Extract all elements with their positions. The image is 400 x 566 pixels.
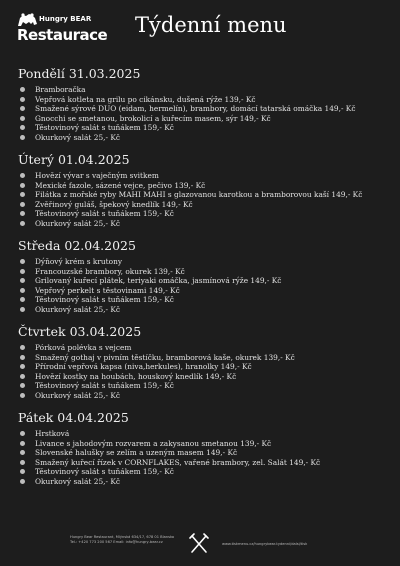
bullet-icon (20, 374, 25, 379)
menu-item (18, 257, 388, 267)
menu-item-text: Dýňový krém s krutony (35, 257, 123, 266)
menu-item (18, 429, 388, 439)
menu-item-text: Mexické fazole, sázené vejce, pečivo 139,- Kč (35, 180, 206, 190)
bullet-icon (20, 106, 25, 111)
bullet-icon (20, 192, 25, 197)
menu-item-text: Okurkový salát 25,- Kč (35, 132, 121, 142)
menu-item (18, 267, 388, 277)
menu-item (18, 200, 388, 210)
bullet-icon (20, 460, 25, 465)
day-title: Středa 02.04.2025 (18, 238, 136, 253)
menu-item-text: Filátka z mořské ryby MAHI MAHI s glazovanou karotkou a bramborovou kaší 149,- Kč (35, 190, 363, 199)
menu-item (18, 181, 388, 191)
footer-link[interactable]: www.tiskmenu.cz/hungrybear-tydenni/dalsi/tisk (222, 542, 308, 546)
menu-item (18, 458, 388, 468)
menu-item (18, 219, 388, 229)
menu-item (18, 372, 388, 382)
menu-item-text: Bramboračka (35, 85, 86, 94)
menu-list (18, 257, 388, 314)
menu-item-text: Těstovinový salát s tuňákem 159,- Kč (35, 123, 174, 132)
menu-item (18, 391, 388, 401)
menu-item (18, 295, 388, 305)
page-title: Týdenní menu (135, 13, 287, 37)
bullet-icon (20, 269, 25, 274)
day-section-wednesday (18, 238, 388, 314)
bullet-icon (20, 259, 25, 264)
menu-item (18, 209, 388, 219)
menu-item-text: Pórková polévka s vejcem (35, 343, 132, 352)
day-section-thursday (18, 324, 388, 400)
menu-item (18, 286, 388, 296)
menu-item (18, 353, 388, 363)
menu-item (18, 123, 388, 133)
menu-item-text: Okurkový salát 25,- Kč (35, 390, 121, 400)
menu-item (18, 190, 388, 200)
menu-item (18, 477, 388, 487)
cutlery-icon (187, 532, 211, 556)
bullet-icon (20, 450, 25, 455)
bullet-icon (20, 364, 25, 369)
menu-item (18, 104, 388, 114)
menu-item-text: Gnocchi se smetanou, brokolicí a kuřecím masem, sýr 149,- Kč (35, 113, 271, 123)
menu-item (18, 133, 388, 143)
bullet-icon (20, 469, 25, 474)
menu-item-text: Smažený kuřecí řízek v CORNFLAKES, vařené brambory, zel. Salát 149,- Kč (35, 457, 321, 467)
menu-item-text: Smažené sýrové DUO (eidam, hermelín), brambory, domácí tatarská omáčka 149,- Kč (35, 104, 356, 113)
footer-phone-email: Tel.: +420 773 200 567 Email: info@hungry-bear.cz (70, 540, 163, 544)
bullet-icon (20, 135, 25, 140)
bullet-icon (20, 202, 25, 207)
bullet-icon (20, 125, 25, 130)
menu-item-text: Hrstková (35, 429, 70, 438)
menu-item-text: Přírodní vepřová kapsa (niva,herkules), hranolky 149,- Kč (35, 362, 252, 371)
menu-item-text: Okurkový salát 25,- Kč (35, 476, 121, 486)
bullet-icon (20, 278, 25, 283)
bullet-icon (20, 355, 25, 360)
menu-item (18, 467, 388, 477)
day-section-monday (18, 66, 388, 142)
footer-contact (70, 535, 174, 545)
bullet-icon (20, 288, 25, 293)
menu-item-text: Hovězí kostky na houbách, houskový knedlík 149,- Kč (35, 371, 237, 381)
day-section-friday (18, 410, 388, 486)
menu-item-text: Smažený gothaj v pivním těstíčku, bramborová kaše, okurek 139,- Kč (35, 352, 295, 362)
menu-item (18, 381, 388, 391)
menu-item-text: Vepřová kotleta na grilu po cikánsku, dušená rýže 139,- Kč (35, 94, 256, 104)
bullet-icon (20, 383, 25, 388)
weekly-menu (18, 66, 388, 496)
menu-list (18, 171, 388, 228)
bullet-icon (20, 307, 25, 312)
bullet-icon (20, 479, 25, 484)
menu-item-text: Okurkový salát 25,- Kč (35, 218, 121, 228)
restaurant-logo (16, 12, 108, 50)
bullet-icon (20, 221, 25, 226)
menu-item-text: Těstovinový salát s tuňákem 159,- Kč (35, 381, 174, 390)
day-title: Pátek 04.04.2025 (18, 410, 129, 425)
menu-item (18, 362, 388, 372)
bullet-icon (20, 393, 25, 398)
menu-list (18, 429, 388, 486)
menu-item-text: Hovězí vývar s vaječným svitkem (35, 171, 159, 180)
menu-item-text: Okurkový salát 25,- Kč (35, 304, 121, 314)
menu-item-text: Těstovinový salát s tuňákem 159,- Kč (35, 295, 174, 304)
footer-address: Hungry Bear Restaurant, Mlýnská 634/17, 678 01 Blansko (70, 535, 175, 539)
menu-list (18, 343, 388, 400)
menu-item (18, 439, 388, 449)
day-title: Čtvrtek 03.04.2025 (18, 324, 142, 339)
menu-item-text: Vepřový perkelt s těstovinami 149,- Kč (35, 285, 180, 295)
bullet-icon (20, 116, 25, 121)
menu-item (18, 171, 388, 181)
bullet-icon (20, 441, 25, 446)
bullet-icon (20, 297, 25, 302)
menu-item (18, 85, 388, 95)
day-title: Pondělí 31.03.2025 (18, 66, 141, 81)
brand-top-text: Hungry BEAR (39, 15, 92, 23)
menu-item-text: Grilovaný kuřecí plátek, teriyaki omáčka, jasmínová rýže 149,- Kč (35, 276, 282, 285)
day-title: Úterý 01.04.2025 (18, 152, 130, 167)
footer (0, 532, 400, 566)
menu-item-text: Těstovinový salát s tuňákem 159,- Kč (35, 209, 174, 218)
menu-item-text: Francouzské brambory, okurek 139,- Kč (35, 266, 185, 276)
menu-item (18, 114, 388, 124)
menu-list (18, 85, 388, 142)
bullet-icon (20, 211, 25, 216)
menu-item (18, 276, 388, 286)
header (0, 0, 400, 60)
bullet-icon (20, 183, 25, 188)
menu-item-text: Zvěřinový guláš, špekový knedlík 149,- Kč (35, 199, 193, 209)
menu-item (18, 448, 388, 458)
brand-name: Restaurace (17, 26, 108, 44)
menu-item-text: Těstovinový salát s tuňákem 159,- Kč (35, 467, 174, 476)
menu-item-text: Slovenské halušky se zelím a uzeným masem 149,- Kč (35, 448, 238, 457)
menu-item-text: Livance s jahodovým rozvarem a zakysanou smetanou 139,- Kč (35, 438, 272, 448)
bullet-icon (20, 431, 25, 436)
day-section-tuesday (18, 152, 388, 228)
bullet-icon (20, 173, 25, 178)
menu-item (18, 305, 388, 315)
bullet-icon (20, 97, 25, 102)
menu-item (18, 95, 388, 105)
bullet-icon (20, 87, 25, 92)
bullet-icon (20, 345, 25, 350)
menu-item (18, 343, 388, 353)
